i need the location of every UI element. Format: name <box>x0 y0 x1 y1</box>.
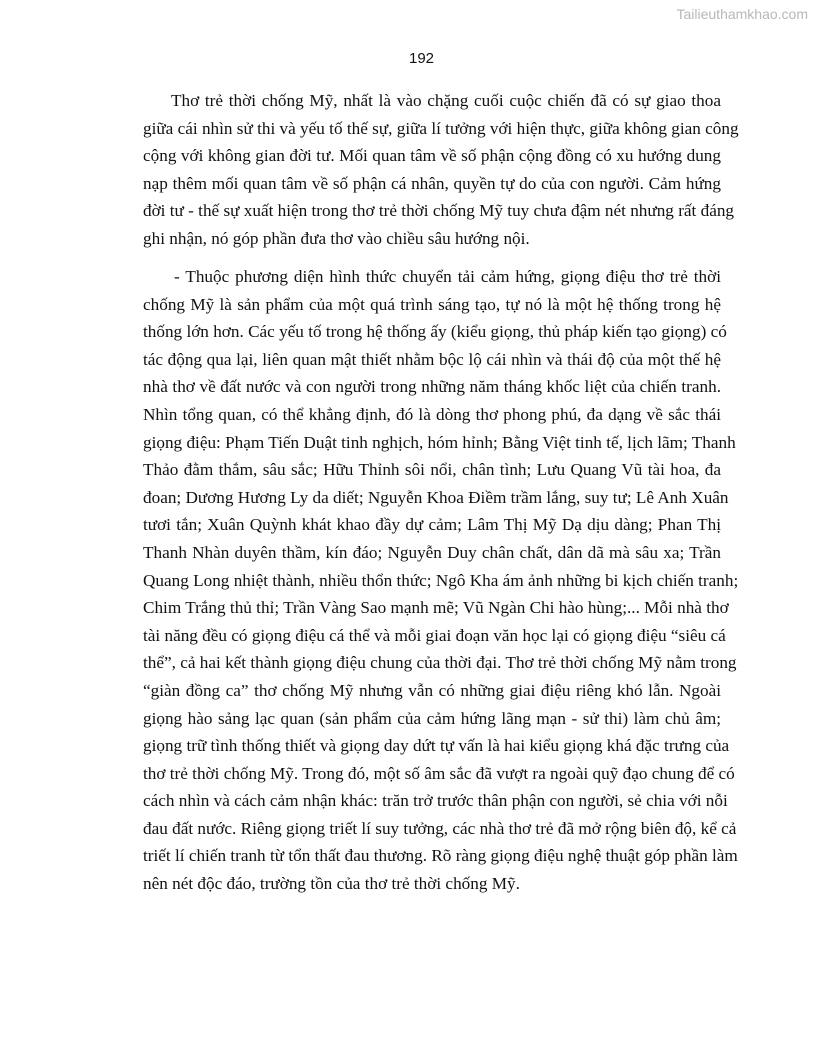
text-line: đời tư - thế sự xuất hiện trong thơ trẻ thời chống Mỹ tuy chưa đậm nét nhưng rất đáng <box>143 201 735 221</box>
text-line: Nhìn tổng quan, có thể khẳng định, đó là dòng thơ phong phú, đa dạng về sắc thái <box>143 404 721 424</box>
paragraph-1 <box>143 87 739 253</box>
text-line: “giàn đồng ca” thơ chống Mỹ nhưng vẫn có những giai điệu riêng khó lẫn. Ngoài <box>143 680 721 700</box>
text-line: - Thuộc phương diện hình thức chuyển tải cảm hứng, giọng điệu thơ trẻ thời <box>174 267 721 286</box>
text-line: giọng trữ tình thống thiết và giọng day dứt tự vấn là hai kiểu giọng khá đặc trưng của <box>143 736 730 756</box>
text-line: đoan; Dương Hương Ly da diết; Nguyễn Khoa Điềm trầm lắng, suy tư; Lê Anh Xuân <box>143 487 729 507</box>
text-line: nạp thêm mối quan tâm về số phận cá nhân, quyền tự do của con người. Cảm hứng <box>143 173 721 193</box>
text-line: nhà thơ về đất nước và con người trong những năm tháng khốc liệt của chiến tranh. <box>143 377 721 397</box>
text-line: giữa cái nhìn sử thi và yếu tố thế sự, giữa lí tưởng với hiện thực, giữa không gian công <box>143 118 739 138</box>
text-line: thơ trẻ thời chống Mỹ. Trong đó, một số âm sắc đã vượt ra ngoài quỹ đạo chung để có <box>143 763 735 783</box>
text-line: triết lí chiến tranh từ tổn thất đau thương. Rõ ràng giọng điệu nghệ thuật góp phần làm <box>143 846 738 866</box>
text-line: giọng điệu: Phạm Tiến Duật tinh nghịch, hóm hỉnh; Bằng Việt tinh tế, lịch lãm; Thanh <box>143 432 736 452</box>
text-line: Quang Long nhiệt thành, nhiều thổn thức; Ngô Kha ám ảnh những bi kịch chiến tranh; <box>143 570 739 590</box>
text-line: đau đất nước. Riêng giọng triết lí suy tưởng, các nhà thơ trẻ đã mở rộng biên độ, kể cả <box>143 818 737 838</box>
text-line: nên nét độc đáo, trường tồn của thơ trẻ thời chống Mỹ. <box>143 874 520 894</box>
text-line: tươi tắn; Xuân Quỳnh khát khao đầy dự cảm; Lâm Thị Mỹ Dạ dịu dàng; Phan Thị <box>143 515 721 535</box>
text-line: tài năng đều có giọng điệu cá thể và mỗi giai đoạn văn học lại có giọng điệu “siêu cá <box>143 625 726 645</box>
text-line: thể”, cả hai kết thành giọng điệu chung của thời đại. Thơ trẻ thời chống Mỹ nằm trong <box>143 653 737 673</box>
text-line: Thảo đằm thắm, sâu sắc; Hữu Thỉnh sôi nổi, chân tình; Lưu Quang Vũ tài hoa, đa <box>143 460 721 480</box>
text-line: chống Mỹ là sản phẩm của một quá trình sáng tạo, tự nó là một hệ thống trong hệ <box>143 294 721 314</box>
text-line: Chim Trắng thủ thỉ; Trần Vàng Sao mạnh mẽ; Vũ Ngàn Chi hào hùng;... Mỗi nhà thơ <box>143 598 729 618</box>
text-line: thống lớn hơn. Các yếu tố trong hệ thống ấy (kiểu giọng, thủ pháp kiến tạo giọng) có <box>143 322 727 342</box>
text-line: cộng với không gian đời tư. Mối quan tâm về số phận cộng đồng có xu hướng dung <box>143 146 721 166</box>
watermark: Tailieuthamkhao.com <box>676 6 808 22</box>
text-line: ghi nhận, nó góp phần đưa thơ vào chiều sâu hướng nội. <box>143 228 530 248</box>
text-line: giọng hào sảng lạc quan (sản phẩm của cảm hứng lãng mạn - sử thi) làm chủ âm; <box>143 708 721 728</box>
text-line: tác động qua lại, liên quan mật thiết nhằm bộc lộ cái nhìn và thái độ của một thế hệ <box>143 349 721 369</box>
text-line: cách nhìn và cách cảm nhận khác: trăn trở trước thân phận con người, sẻ chia với nỗi <box>143 791 728 811</box>
text-line: Thơ trẻ thời chống Mỹ, nhất là vào chặng cuối cuộc chiến đã có sự giao thoa <box>171 91 721 110</box>
page-number: 192 <box>408 50 435 67</box>
paragraph-2 <box>143 263 739 898</box>
text-line: Thanh Nhàn duyên thầm, kín đáo; Nguyễn Duy chân chất, dân dã mà sâu xa; Trần <box>143 542 721 562</box>
